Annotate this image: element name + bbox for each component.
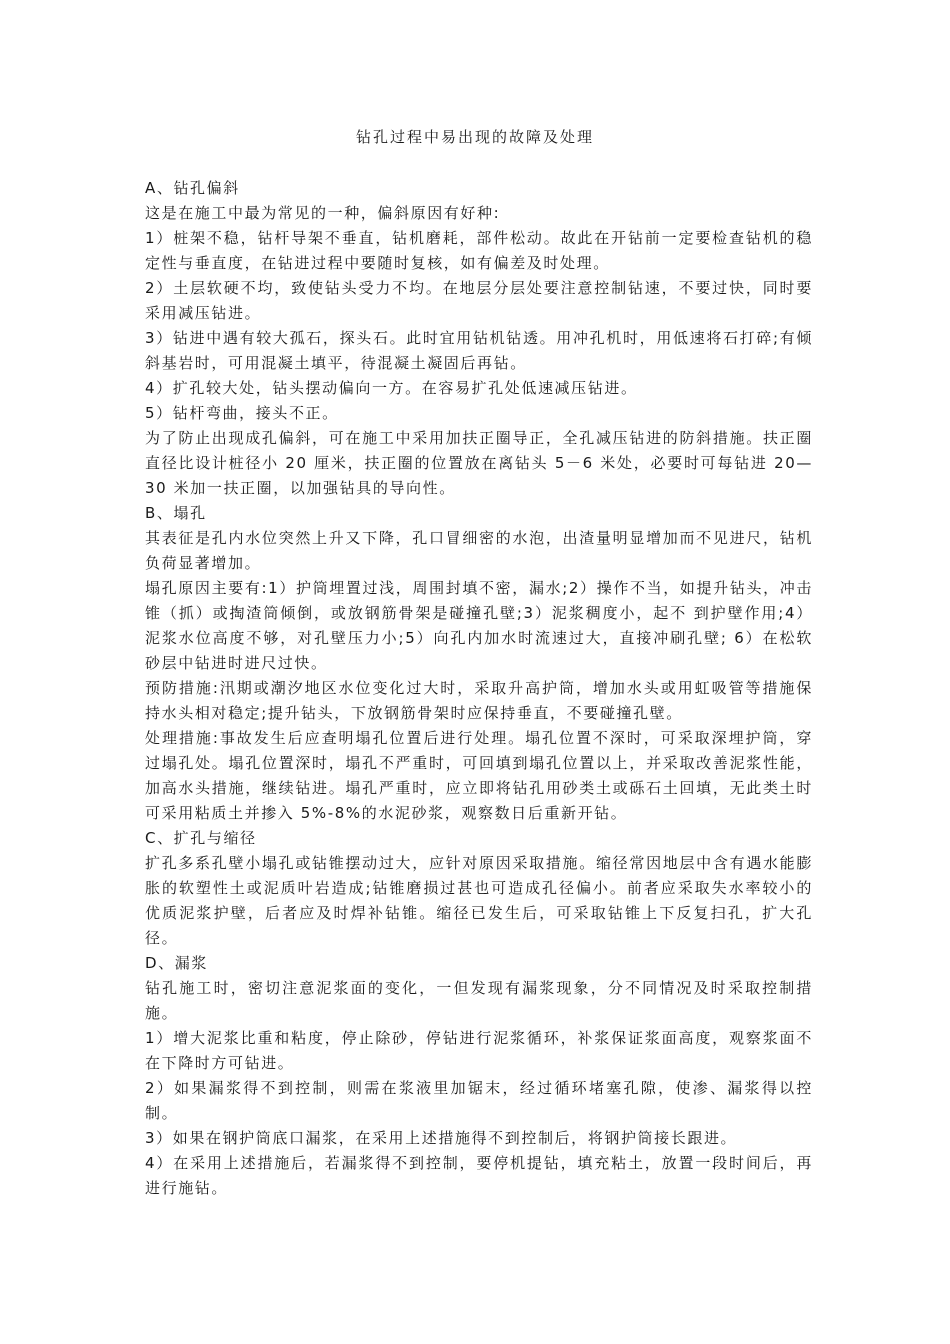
paragraph: 4）在采用上述措施后，若漏浆得不到控制，要停机提钻，填充粘土，放置一段时间后，再进行施钻。 bbox=[145, 1154, 813, 1197]
document-body bbox=[145, 176, 813, 1201]
paragraph: 这是在施工中最为常见的一种，偏斜原因有好种: bbox=[145, 204, 501, 222]
section-heading-b: B、塌孔 bbox=[145, 504, 207, 522]
document-title: 钻孔过程中易出现的故障及处理 bbox=[355, 128, 594, 146]
paragraph: 塌孔原因主要有:1）护筒埋置过浅，周围封填不密，漏水;2）操作不当，如提升钻头，冲击锥（抓）或掏渣筒倾倒，或放钢筋骨架是碰撞孔壁;3）泥浆稠度小，起不 到护壁作用;4）泥浆水位高度不够，对孔壁压力小;5）向孔内加水时流速过大，直接冲刷孔壁; 6）在松软砂层中钻进时进尺过快。 bbox=[145, 579, 813, 672]
paragraph: 预防措施:汛期或潮汐地区水位变化过大时，采取升高护筒，增加水头或用虹吸管等措施保持水头相对稳定;提升钻头，下放钢筋骨架时应保持垂直，不要碰撞孔壁。 bbox=[145, 679, 813, 722]
paragraph: 处理措施:事故发生后应查明塌孔位置后进行处理。塌孔位置不深时，可采取深埋护筒，穿过塌孔处。塌孔位置深时，塌孔不严重时，可回填到塌孔位置以上，并采取改善泥浆性能，加高水头措施，继续钻进。塌孔严重时，应立即将钻孔用砂类土或砾石土回填，无此类土时可采用粘质土并掺入 5%-8%的水泥砂浆，观察数日后重新开钻。 bbox=[145, 729, 813, 822]
paragraph: 4）扩孔较大处，钻头摆动偏向一方。在容易扩孔处低速减压钻进。 bbox=[145, 379, 638, 397]
paragraph: 2）土层软硬不均，致使钻头受力不均。在地层分层处要注意控制钻速，不要过快，同时要采用减压钻进。 bbox=[145, 279, 813, 322]
paragraph: 3）如果在钢护筒底口漏浆，在采用上述措施得不到控制后，将钢护筒接长跟进。 bbox=[145, 1129, 738, 1147]
paragraph: 钻孔施工时，密切注意泥浆面的变化，一但发现有漏浆现象，分不同情况及时采取控制措施。 bbox=[145, 979, 813, 1022]
paragraph: 为了防止出现成孔偏斜，可在施工中采用加扶正圈导正，全孔减压钻进的防斜措施。扶正圈直径比设计桩径小 20 厘米，扶正圈的位置放在离钻头 5－6 米处，必要时可每钻进 20—30 米加一扶正圈，以加强钻具的导向性。 bbox=[145, 429, 813, 497]
paragraph: 扩孔多系孔壁小塌孔或钻锥摆动过大，应针对原因采取措施。缩径常因地层中含有遇水能膨胀的软塑性土或泥质叶岩造成;钻锥磨损过甚也可造成孔径偏小。前者应采取失水率较小的优质泥浆护壁，后者应及时焊补钻锥。缩径已发生后，可采取钻锥上下反复扫孔，扩大孔径。 bbox=[145, 854, 813, 947]
paragraph: 1）增大泥浆比重和粘度，停止除砂，停钻进行泥浆循环，补浆保证浆面高度，观察浆面不在下降时方可钻进。 bbox=[145, 1029, 813, 1072]
section-heading-d: D、漏浆 bbox=[145, 954, 208, 972]
paragraph: 3）钻进中遇有较大孤石，探头石。此时宜用钻机钻透。用冲孔机时，用低速将石打碎;有倾斜基岩时，可用混凝土填平，待混凝土凝固后再钻。 bbox=[145, 329, 813, 372]
paragraph: 其表征是孔内水位突然上升又下降，孔口冒细密的水泡，出渣量明显增加而不见进尺，钻机负荷显著增加。 bbox=[145, 529, 813, 572]
section-heading-a: A、钻孔偏斜 bbox=[145, 179, 240, 197]
paragraph: 5）钻杆弯曲，接头不正。 bbox=[145, 404, 339, 422]
section-heading-c: C、扩孔与缩径 bbox=[145, 829, 257, 847]
paragraph: 1）桩架不稳，钻杆导架不垂直，钻机磨耗，部件松动。故此在开钻前一定要检查钻机的稳定性与垂直度，在钻进过程中要随时复核，如有偏差及时处理。 bbox=[145, 229, 813, 272]
paragraph: 2）如果漏浆得不到控制，则需在浆液里加锯末，经过循环堵塞孔隙，使渗、漏浆得以控制。 bbox=[145, 1079, 813, 1122]
